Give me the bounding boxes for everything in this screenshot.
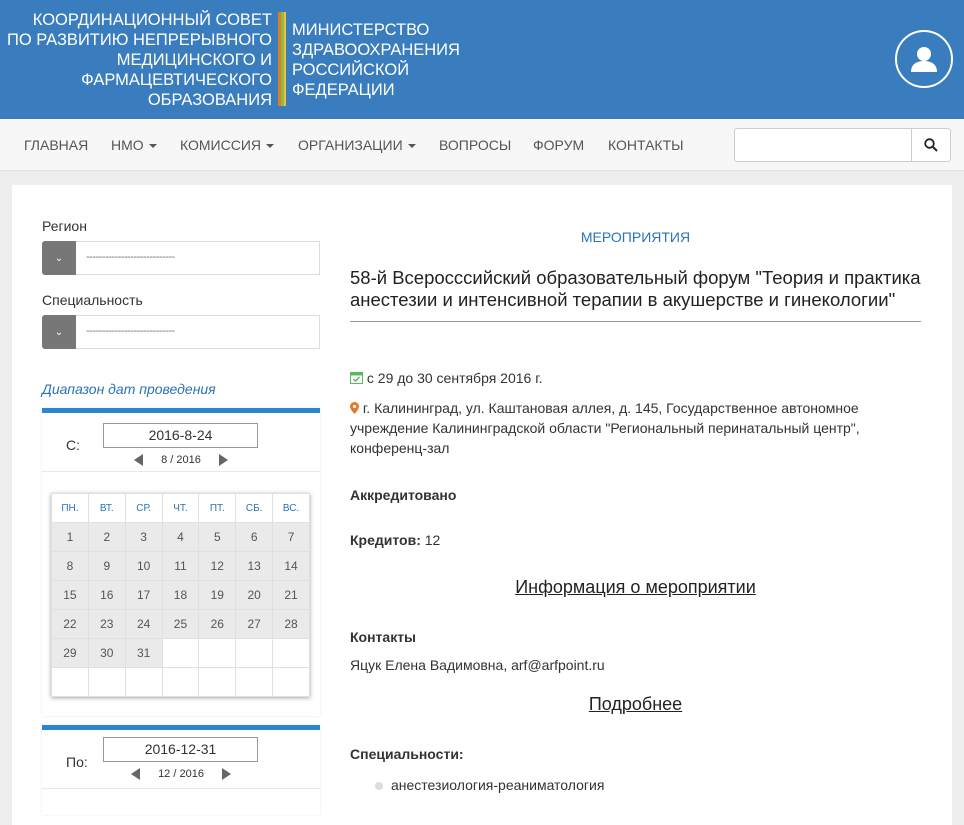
datepicker-to — [42, 725, 320, 815]
calendar-day[interactable]: 7 — [273, 523, 310, 552]
weekday-header: ПН. — [52, 494, 89, 523]
user-icon — [909, 45, 939, 73]
calendar-day[interactable]: 20 — [236, 581, 273, 610]
calendar-day[interactable]: 4 — [162, 523, 199, 552]
specialty-list-item: анестезиология-реаниматология — [375, 775, 604, 795]
contacts-value: Яцук Елена Вадимовна, arf@arfpoint.ru — [350, 657, 605, 673]
calendar-day[interactable]: 16 — [88, 581, 125, 610]
nav-item-contacts[interactable]: КОНТАКТЫ — [608, 137, 684, 153]
calendar-day[interactable]: 5 — [199, 523, 236, 552]
nav-item-nmo[interactable]: НМО — [111, 137, 157, 153]
calendar-empty-cell — [199, 639, 236, 668]
calendar-day[interactable]: 17 — [125, 581, 162, 610]
calendar-check-icon — [350, 371, 363, 384]
calendar-day[interactable]: 15 — [52, 581, 89, 610]
calendar-day[interactable]: 29 — [52, 639, 89, 668]
calendar-day[interactable]: 1 — [52, 523, 89, 552]
event-credits: Кредитов: 12 — [350, 532, 441, 548]
caret-down-icon — [149, 144, 157, 148]
calendar-week — [52, 639, 310, 668]
prev-month-icon[interactable] — [131, 768, 140, 780]
details-heading: Подробнее — [588, 694, 683, 714]
datepicker-from — [42, 408, 320, 716]
calendar-day[interactable]: 6 — [236, 523, 273, 552]
calendar-day[interactable]: 14 — [273, 552, 310, 581]
calendar-day[interactable]: 25 — [162, 610, 199, 639]
next-month-icon[interactable] — [222, 768, 231, 780]
calendar-week — [52, 610, 310, 639]
chevron-down-icon: ⌄ — [54, 252, 64, 264]
chevron-down-icon: ⌄ — [54, 326, 64, 338]
nav-item-organizations[interactable]: ОРГАНИЗАЦИИ — [298, 137, 416, 153]
calendar-empty-cell — [273, 668, 310, 697]
calendar-empty-cell — [125, 668, 162, 697]
calendar-day[interactable]: 24 — [125, 610, 162, 639]
calendar-day[interactable]: 13 — [236, 552, 273, 581]
calendar-day[interactable]: 21 — [273, 581, 310, 610]
next-month-icon[interactable] — [219, 454, 228, 466]
map-marker-icon — [350, 402, 359, 414]
calendar-day[interactable]: 2 — [88, 523, 125, 552]
calendar-empty-cell — [236, 668, 273, 697]
weekday-header: ПТ. — [199, 494, 236, 523]
calendar-grid — [51, 493, 310, 697]
specialty-select[interactable]: ---------------------------- — [76, 315, 320, 349]
ministry-name[interactable]: МИНИСТЕРСТВО ЗДРАВООХРАНЕНИЯ РОССИЙСКОЙ ФЕДЕРАЦИИ — [292, 21, 460, 99]
date-to-caption: По: — [66, 754, 88, 770]
brand-stripe — [278, 12, 286, 106]
weekday-header: ВС. — [273, 494, 310, 523]
bullet-icon — [375, 782, 383, 790]
calendar-day[interactable]: 23 — [88, 610, 125, 639]
datepicker-header — [42, 730, 320, 789]
calendar-week — [52, 581, 310, 610]
region-select[interactable]: ---------------------------- — [76, 241, 320, 275]
month-nav — [42, 768, 320, 780]
calendar-day[interactable]: 28 — [273, 610, 310, 639]
calendar-day[interactable]: 31 — [125, 639, 162, 668]
nav-item-commission[interactable]: КОМИССИЯ — [180, 137, 274, 153]
calendar-day[interactable]: 8 — [52, 552, 89, 581]
specialty-label: Специальность — [42, 292, 143, 308]
current-month: 8 / 2016 — [161, 454, 201, 466]
weekday-header: ВТ. — [88, 494, 125, 523]
date-range-label: Диапазон дат проведения — [42, 381, 216, 397]
council-name[interactable]: КООРДИНАЦИОННЫЙ СОВЕТ ПО РАЗВИТИЮ НЕПРЕРЫВНОГО МЕДИЦИНСКОГО И ФАРМАЦЕВТИЧЕСКОГО ОБРАЗОВАНИЯ — [6, 11, 272, 109]
calendar-empty-cell — [88, 668, 125, 697]
date-from-caption: С: — [66, 437, 80, 453]
datepicker-header — [42, 413, 320, 472]
calendar-day[interactable]: 26 — [199, 610, 236, 639]
section-link-events[interactable]: МЕРОПРИЯТИЯ — [580, 229, 691, 245]
caret-down-icon — [266, 144, 274, 148]
date-from-input[interactable]: 2016-8-24 — [103, 423, 258, 448]
search-icon — [924, 138, 938, 152]
caret-down-icon — [408, 144, 416, 148]
user-avatar-button[interactable] — [895, 30, 953, 88]
weekday-header: СБ. — [236, 494, 273, 523]
calendar-empty-cell — [162, 639, 199, 668]
calendar-day[interactable]: 3 — [125, 523, 162, 552]
calendar-day[interactable]: 27 — [236, 610, 273, 639]
current-month: 12 / 2016 — [158, 768, 204, 780]
calendar-day[interactable]: 10 — [125, 552, 162, 581]
nav-item-questions[interactable]: ВОПРОСЫ — [439, 137, 512, 153]
event-dates: с 29 до 30 сентября 2016 г. — [350, 368, 543, 388]
nav-item-home[interactable]: ГЛАВНАЯ — [24, 137, 89, 153]
event-info-heading: Информация о мероприятии — [515, 577, 756, 597]
calendar-week — [52, 552, 310, 581]
calendar-day[interactable]: 19 — [199, 581, 236, 610]
calendar-empty-cell — [236, 639, 273, 668]
event-address: г. Калининград, ул. Каштановая аллея, д. 145, Государственное автономное учреждение Калининградской области "Региональный перинатальный центр", конференц-зал — [350, 400, 860, 456]
calendar-day[interactable]: 11 — [162, 552, 199, 581]
site-header — [0, 0, 964, 119]
accreditation-status: Аккредитовано — [350, 487, 457, 503]
specialties-label: Специальности: — [350, 746, 464, 762]
calendar-day[interactable]: 22 — [52, 610, 89, 639]
calendar-empty-cell — [199, 668, 236, 697]
month-nav — [42, 454, 320, 466]
specialty-dropdown-toggle[interactable] — [42, 315, 76, 349]
calendar-empty-cell — [52, 668, 89, 697]
search-button[interactable] — [911, 128, 951, 162]
weekday-header: ЧТ. — [162, 494, 199, 523]
nav-item-forum[interactable]: ФОРУМ — [533, 137, 585, 153]
prev-month-icon[interactable] — [134, 454, 143, 466]
calendar-day[interactable]: 9 — [88, 552, 125, 581]
region-dropdown-toggle[interactable] — [42, 241, 76, 275]
calendar-empty-cell — [162, 668, 199, 697]
date-to-input[interactable]: 2016-12-31 — [103, 737, 258, 762]
calendar-day[interactable]: 30 — [88, 639, 125, 668]
calendar-empty-cell — [273, 639, 310, 668]
region-label: Регион — [42, 218, 87, 234]
event-title: 58-й Всеросcсийский образовательный форум "Теория и практика анестезии и интенсивной терапии в акушерстве и гинекологии" — [350, 267, 921, 322]
calendar-week — [52, 523, 310, 552]
weekday-header: СР. — [125, 494, 162, 523]
calendar-day[interactable]: 18 — [162, 581, 199, 610]
search-input[interactable] — [734, 128, 912, 162]
contacts-label: Контакты — [350, 629, 417, 645]
calendar-day[interactable]: 12 — [199, 552, 236, 581]
calendar-week — [52, 668, 310, 697]
